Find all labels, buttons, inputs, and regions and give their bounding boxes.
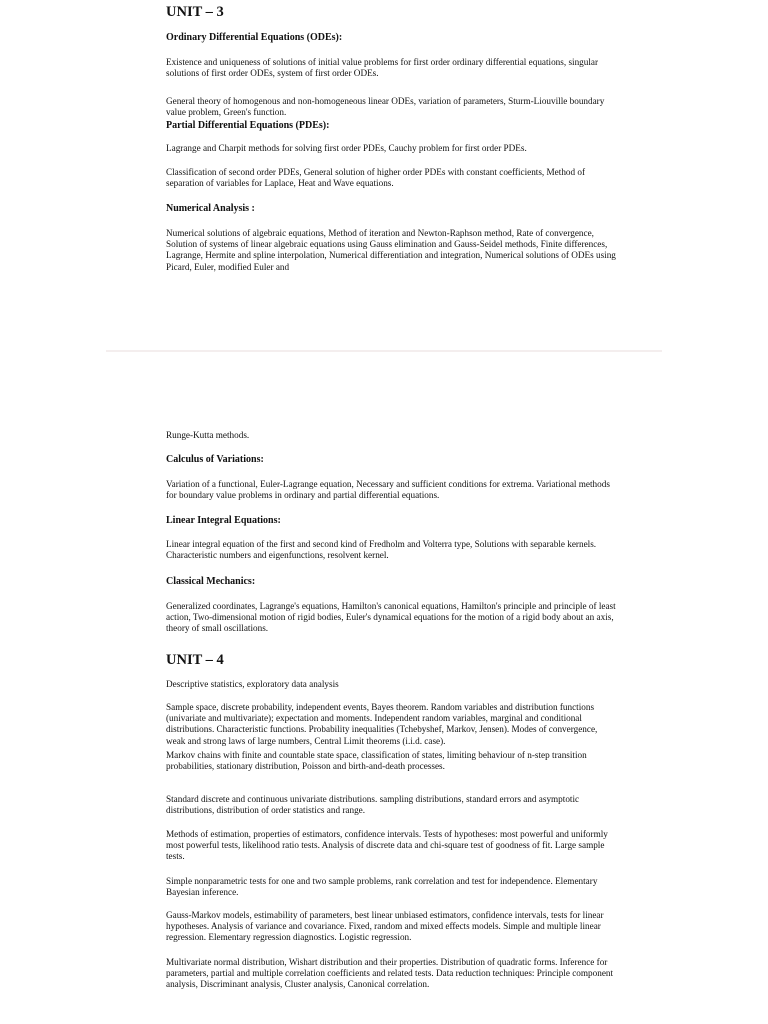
u4-para-1-block bbox=[166, 702, 618, 747]
numerical-heading: Numerical Analysis : bbox=[166, 203, 255, 214]
numerical-para-2: Runge-Kutta methods. bbox=[166, 430, 250, 440]
pde-para-2: Classification of second order PDEs, General solution of higher order PDEs with constant coefficients, Method of separation of variables for Laplace, Heat and Wave equations. bbox=[166, 167, 586, 189]
pde-para-1: Lagrange and Charpit methods for solving first order PDEs, Cauchy problem for first order PDEs. bbox=[166, 143, 527, 153]
u4-para-nonparametric: Simple nonparametric tests for one and two sample problems, rank correlation and test for independence. Elementary Bayesian inference. bbox=[166, 876, 598, 898]
pde-para-2-block bbox=[166, 167, 618, 189]
ode-heading: Ordinary Differential Equations (ODEs): bbox=[166, 32, 343, 43]
unit-3-heading-block bbox=[166, 4, 618, 21]
u4-para-gauss-markov: Gauss-Markov models, estimability of parameters, best linear unbiased estimators, confidence intervals, tests for linear hypotheses. Analysis of variance and covariance. Fixed, random and mixed effects models. Simple and multiple linear regression. Elementary regression diagnostics. Logistic regression. bbox=[166, 910, 604, 943]
u4-para-4-block bbox=[166, 829, 618, 863]
numerical-para-2-block bbox=[166, 430, 618, 441]
integral-heading: Linear Integral Equations: bbox=[166, 515, 281, 526]
u4-para-probability: Sample space, discrete probability, independent events, Bayes theorem. Random variables and distribution functions (univariate and multivariate); expectation and moments. Independent random variables, marginal and conditional distributions. Characteristic functions. Probability inequalities (Tchebyshef, Markov, Jensen). Modes of convergence, weak and strong laws of large numbers, Central Limit theorems (i.i.d. case). bbox=[166, 702, 598, 746]
u4-para-3-block bbox=[166, 794, 618, 816]
calculus-para-block bbox=[166, 479, 618, 501]
ode-section bbox=[166, 32, 618, 44]
numerical-section bbox=[166, 203, 618, 215]
u4-para-7-block bbox=[166, 957, 618, 991]
unit-4-title: UNIT – 4 bbox=[166, 652, 224, 668]
calculus-heading: Calculus of Variations: bbox=[166, 454, 264, 465]
pde-heading: Partial Differential Equations (PDEs): bbox=[166, 120, 330, 131]
mechanics-section bbox=[166, 576, 618, 588]
u4-para-estimation: Methods of estimation, properties of estimators, confidence intervals. Tests of hypotheses: most powerful and uniformly most powerful tests, likelihood ratio tests. Analysis of discrete data and chi-square test of goodness of fit. Large sample tests. bbox=[166, 829, 608, 862]
mechanics-para: Generalized coordinates, Lagrange's equations, Hamilton's canonical equations, Hamilton's principle and principle of least action, Two-dimensional motion of rigid bodies, Euler's dynamical equations for the motion of a rigid body about an axis, theory of small oscillations. bbox=[166, 601, 616, 634]
ode-para-2: General theory of homogenous and non-homogeneous linear ODEs, variation of parameters, Sturm-Liouville boundary value problem, Green's function. bbox=[166, 96, 605, 118]
integral-para: Linear integral equation of the first and second kind of Fredholm and Volterra type, Solutions with separable kernels. Characteristic numbers and eigenfunctions, resolvent kernel. bbox=[166, 539, 597, 561]
calculus-section bbox=[166, 454, 618, 466]
page-break-divider bbox=[106, 350, 662, 352]
u4-para-5-block bbox=[166, 876, 618, 898]
u4-para-0-block bbox=[166, 679, 618, 690]
ode-para-2-block bbox=[166, 96, 618, 118]
u4-para-descriptive: Descriptive statistics, exploratory data analysis bbox=[166, 679, 339, 689]
u4-para-6-block bbox=[166, 910, 618, 944]
numerical-para-1: Numerical solutions of algebraic equations, Method of iteration and Newton-Raphson method, Rate of convergence, Solution of systems of linear algebraic equations using Gauss elimination and Gauss-Seidel methods, Finite differences, Lagrange, Hermite and spline interpolation, Numerical differentiation and integration, Numerical solutions of ODEs using Picard, Euler, modified Euler and bbox=[166, 228, 616, 272]
u4-para-2-block bbox=[166, 750, 618, 772]
ode-para-1: Existence and uniqueness of solutions of initial value problems for first order ordinary differential equations, singular solutions of first order ODEs, system of first order ODEs. bbox=[166, 57, 599, 79]
integral-para-block bbox=[166, 539, 618, 561]
unit-4-heading-block bbox=[166, 652, 618, 669]
calculus-para: Variation of a functional, Euler-Lagrange equation, Necessary and sufficient conditions for extrema. Variational methods for boundary value problems in ordinary and partial differential equations. bbox=[166, 479, 610, 501]
integral-section bbox=[166, 515, 618, 527]
mechanics-heading: Classical Mechanics: bbox=[166, 576, 256, 587]
mechanics-para-block bbox=[166, 601, 618, 635]
u4-para-distributions: Standard discrete and continuous univariate distributions. sampling distributions, standard errors and asymptotic distributions, distribution of order statistics and range. bbox=[166, 794, 580, 816]
pde-para-1-block bbox=[166, 143, 618, 154]
unit-3-title: UNIT – 3 bbox=[166, 4, 224, 20]
ode-para-1-block bbox=[166, 57, 618, 79]
numerical-para-1-block bbox=[166, 228, 618, 273]
u4-para-markov: Markov chains with finite and countable state space, classification of states, limiting behaviour of n-step transition probabilities, stationary distribution, Poisson and birth-and-death processes. bbox=[166, 750, 587, 772]
u4-para-multivariate: Multivariate normal distribution, Wishart distribution and their properties. Distribution of quadratic forms. Inference for parameters, partial and multiple correlation coefficients and related tests. Data reduction techniques: Principle component analysis, Discriminant analysis, Cluster analysis, Canonical correlation. bbox=[166, 957, 614, 990]
pde-section bbox=[166, 120, 618, 132]
